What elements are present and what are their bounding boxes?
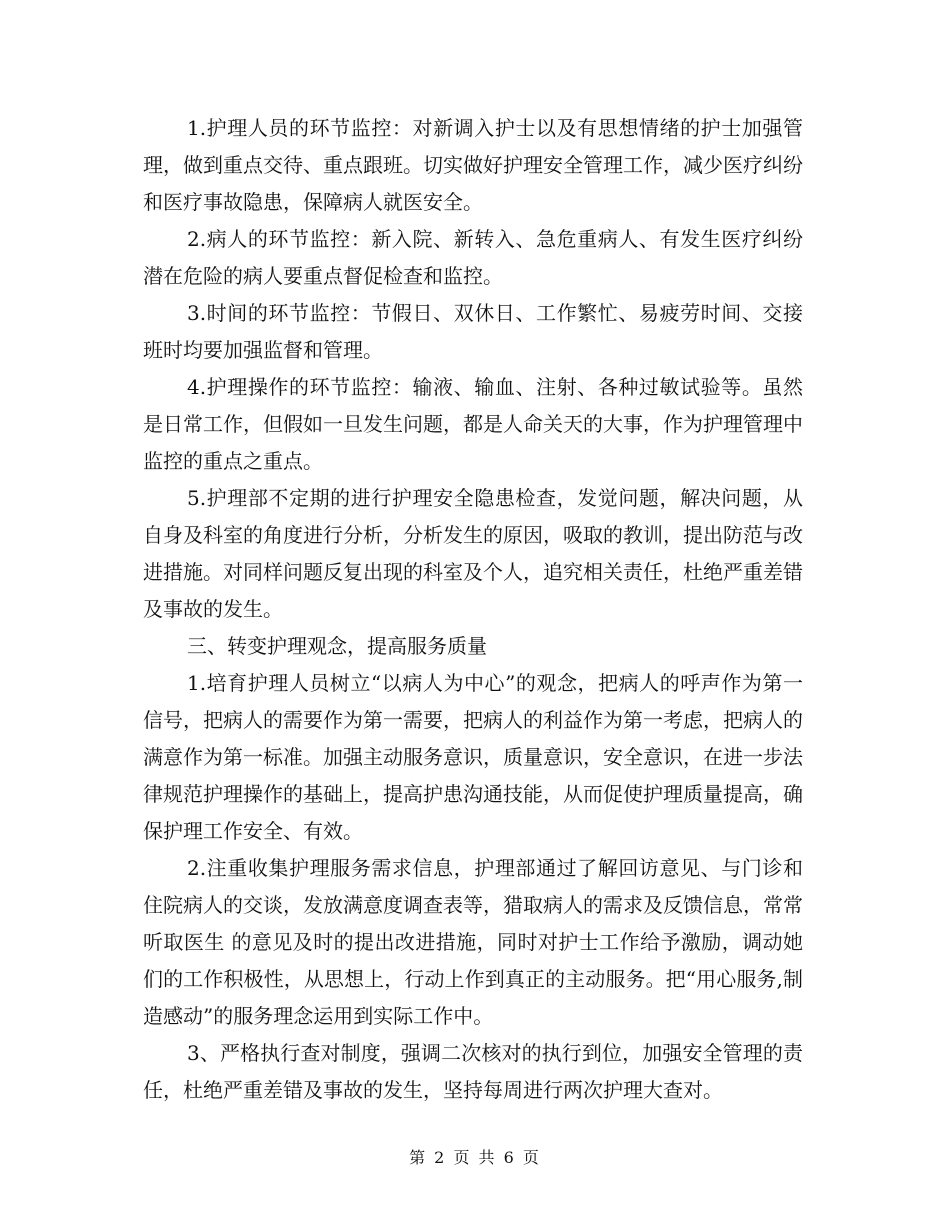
paragraph-service-feedback: 2.注重收集护理服务需求信息，护理部通过了解回访意见、与门诊和住院病人的交谈，发放满意度调查表等，猎取病人的需求及反馈信息，常常听取医生 的意见及时的提出改进措施，同时对护士工作给予激励，调动她们的工作积极性，从思想上，行动上作到真正的主动服务。把“用心服务,制造感动”的服务理念运用到实际工作中。 bbox=[143, 856, 803, 1028]
document-body bbox=[143, 110, 803, 1109]
paragraph-safety-inspection: 5.护理部不定期的进行护理安全隐患检查，发觉问题，解决问题，从自身及科室的角度进行分析，分析发生的原因，吸取的教训，提出防范与改进措施。对同样问题反复出现的科室及个人，追究相关责任，杜绝严重差错及事故的发生。 bbox=[143, 486, 803, 621]
page-number: 第 2 页 共 6 页 bbox=[409, 1148, 541, 1167]
paragraph-check-system: 3、严格执行查对制度，强调二次核对的执行到位，加强安全管理的责任，杜绝严重差错及事故的发生，坚持每周进行两次护理大查对。 bbox=[143, 1041, 803, 1102]
paragraph-time-monitoring: 3.时间的环节监控：节假日、双休日、工作繁忙、易疲劳时间、交接班时均要加强监督和管理。 bbox=[143, 301, 803, 362]
paragraph-operation-monitoring: 4.护理操作的环节监控：输液、输血、注射、各种过敏试验等。虽然是日常工作，但假如一旦发生问题，都是人命关天的大事，作为护理管理中监控的重点之重点。 bbox=[143, 375, 803, 473]
paragraph-patient-centered: 1.培育护理人员树立“以病人为中心”的观念，把病人的呼声作为第一信号，把病人的需要作为第一需要，把病人的利益作为第一考虑，把病人的满意作为第一标准。加强主动服务意识，质量意识，安全意识，在进一步法律规范护理操作的基础上，提高护患沟通技能，从而促使护理质量提高，确保护理工作安全、有效。 bbox=[143, 671, 803, 843]
paragraph-patient-monitoring: 2.病人的环节监控：新入院、新转入、急危重病人、有发生医疗纠纷潜在危险的病人要重点督促检查和监控。 bbox=[143, 227, 803, 288]
section-heading: 三、转变护理观念，提高服务质量 bbox=[187, 634, 487, 658]
paragraph-nurse-monitoring: 1.护理人员的环节监控：对新调入护士以及有思想情绪的护士加强管理，做到重点交待、重点跟班。切实做好护理安全管理工作，减少医疗纠纷和医疗事故隐患，保障病人就医安全。 bbox=[143, 116, 803, 214]
